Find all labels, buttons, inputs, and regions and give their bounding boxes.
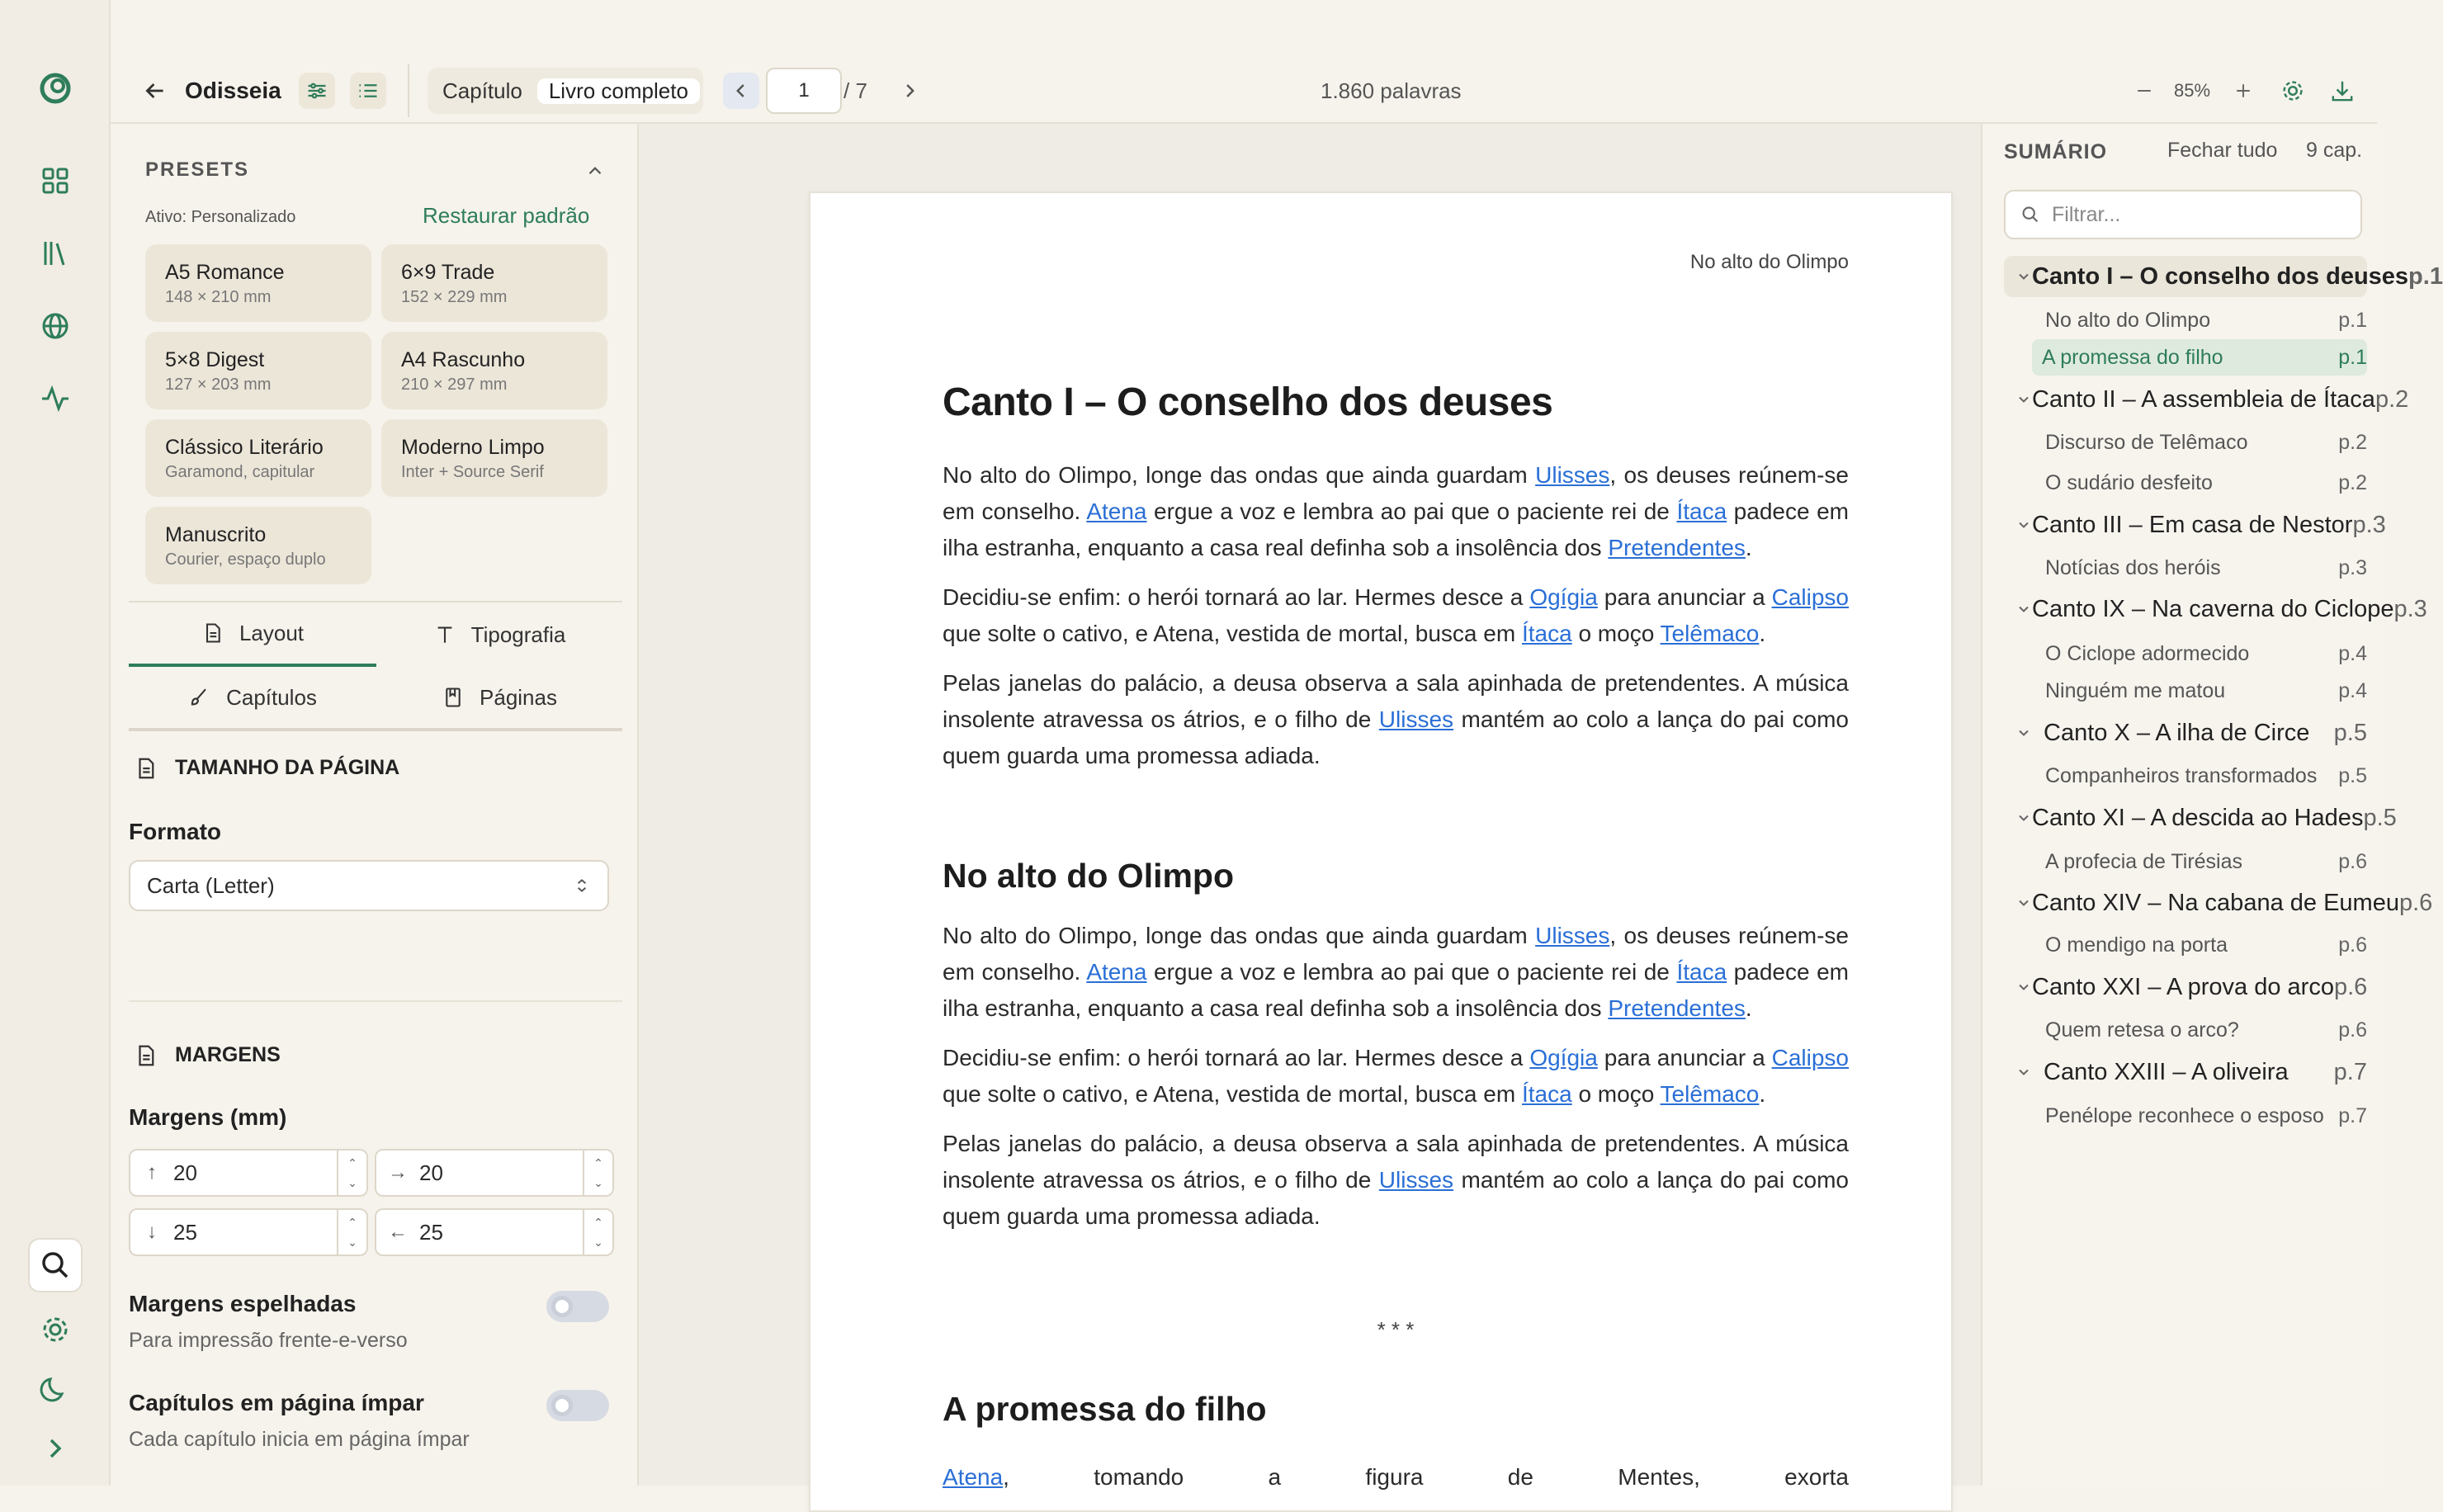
toc-section-item[interactable] [2004,927,2367,963]
toc-chapter-item[interactable] [2004,715,2367,751]
book-icon [442,686,465,709]
toc-item-page: p.3 [2338,555,2367,579]
toc-item-page: p.1 [2338,345,2367,369]
mirrored-margins-label: Margens espelhadas [129,1291,357,1316]
toc-item-title: No alto do Olimpo [2045,308,2211,332]
preset-card[interactable]: Clássico Literário Garamond, capitular [145,419,371,497]
toc-chapter-item[interactable] [2004,800,2397,836]
download-icon [2329,78,2356,104]
document-title: Odisseia [185,78,281,103]
back-button[interactable] [137,73,173,109]
prev-page-button[interactable] [723,73,759,109]
toc-item-title: Companheiros transformados [2045,763,2318,787]
sliders-icon [305,78,329,103]
chevron-down-icon[interactable] [2015,391,2032,408]
toc-item-page: p.6 [2338,1018,2367,1042]
search-button[interactable] [28,1238,83,1292]
preset-card[interactable]: A5 Romance 148 × 210 mm [145,244,371,322]
globe-icon[interactable] [36,307,74,345]
wiki-link[interactable]: Atena [943,1464,1004,1490]
toc-item-page: p.6 [2338,933,2367,957]
section-body [943,1459,1849,1509]
toc-item-page: p.2 [2338,470,2367,494]
top-toolbar [111,58,2377,124]
page-preview [809,191,1953,1512]
paragraph: No alto do Olimpo, longe das ondas que ainda guardam Ulisses, os deuses reúnem-se em conselho. Atena ergue a voz e lembra ao pai que o paciente rei de Ítaca padece em ilha estranha, enquanto a casa real definha sob a insolência dos Pretendentes. [943,462,1849,560]
toc-item-page: p.7 [2338,1103,2367,1127]
paragraph: Atena, tomando a figura de Mentes, exorta [943,1464,1849,1490]
view-mode-chapter[interactable]: Capítulo [442,78,522,103]
stepper[interactable]: ⌃ ⌄ [583,1151,612,1195]
brush-icon [188,686,211,709]
toc-chapter-item[interactable] [2004,591,2427,627]
chapter-body [943,457,1849,787]
wiki-link[interactable]: Pretendentes [1608,995,1746,1021]
wiki-link[interactable]: Pretendentes [1608,535,1746,560]
toc-item-page: p.2 [2374,385,2409,413]
odd-page-chapters-toggle[interactable] [546,1390,609,1421]
stepper[interactable]: ⌃ ⌄ [583,1210,612,1254]
toc-item-page: p.2 [2338,430,2367,454]
margins-heading: MARGENS [175,1043,281,1066]
toc-section-item[interactable] [2004,1098,2367,1134]
toolbar-divider [408,64,409,117]
toc-item-page: p.1 [2338,308,2367,332]
activity-icon[interactable] [36,380,74,418]
margin-bottom-input[interactable]: ↓ 25 ⌃ ⌄ [129,1208,368,1256]
search-icon [39,1249,72,1282]
toc-item-title: Canto X – A ilha de Circe [2044,719,2310,746]
zoom-level: 85% [2174,80,2211,101]
chevron-down-icon[interactable] [2015,725,2044,741]
toc-section-item[interactable] [2032,339,2367,376]
wiki-link[interactable]: Ogígia [1529,584,1598,610]
library-icon[interactable] [36,234,74,272]
margins-icon [134,1043,158,1072]
section-heading: A promessa do filho [943,1390,1267,1428]
chevron-down-icon[interactable] [2015,895,2032,911]
paragraph: No alto do Olimpo, longe das ondas que ainda guardam Ulisses, os deuses reúnem-se em conselho. Atena ergue a voz e lembra ao pai que o paciente rei de Ítaca padece em ilha estranha, enquanto a casa real definha sob a insolência dos Pretendentes. [943,923,1849,1021]
toc-item-page: p.4 [2338,641,2367,665]
settings-panel [111,124,639,1486]
toc-item-page: p.6 [2398,889,2433,916]
margin-left-input[interactable]: ← 25 ⌃ ⌄ [375,1208,614,1256]
wiki-link[interactable]: Ulisses [1535,462,1610,488]
toc-chapter-item[interactable] [2004,256,2443,297]
mirrored-margins-desc: Para impressão frente-e-verso [129,1329,408,1352]
toc-item-page: p.7 [2333,1058,2367,1085]
chevron-up-icon [584,160,606,182]
arrow-right-icon: → [388,1161,408,1184]
toc-item-title: Canto III – Em casa de Nestor [2032,511,2353,538]
mirrored-margins-toggle[interactable] [546,1291,609,1322]
wiki-link[interactable]: Ogígia [1529,1045,1598,1070]
toc-item-page: p.5 [2338,763,2367,787]
chevron-down-icon[interactable] [2015,268,2032,285]
toc-section-item[interactable] [2004,1012,2367,1048]
toc-item-page: p.3 [2352,511,2386,538]
toc-item-page: p.6 [2333,973,2368,1000]
chevron-right-icon[interactable] [36,1429,74,1467]
chapter-count: 9 cap. [2306,139,2363,162]
wiki-link[interactable]: Ulisses [1378,706,1454,732]
toc-item-title: O mendigo na porta [2045,933,2228,957]
wiki-link[interactable]: Ulisses [1535,923,1610,948]
margins-label: Margens (mm) [129,1104,287,1130]
wiki-link[interactable]: Atena [1086,959,1147,985]
preset-card[interactable]: Moderno Limpo Inter + Source Serif [381,419,607,497]
toc-section-item[interactable] [2004,758,2367,794]
format-select[interactable]: Carta (Letter) [129,860,609,911]
section-heading: No alto do Olimpo [943,857,1235,895]
tab-layout[interactable]: Layout [129,602,376,667]
toc-section-item[interactable] [2004,550,2367,586]
toc-chapter-item[interactable] [2004,507,2386,543]
word-count: 1.860 palavras [1321,78,1462,103]
chevron-down-icon[interactable] [2015,601,2032,617]
toc-heading: SUMÁRIO [2004,140,2108,163]
wiki-link[interactable]: Telêmaco [1660,1081,1760,1107]
odd-page-chapters-desc: Cada capítulo inicia em página ímpar [129,1428,470,1451]
chevron-down-icon[interactable] [2015,979,2032,995]
toc-item-title: Canto XXI – A prova do arco [2032,973,2334,1000]
toc-item-page: p.6 [2338,849,2367,873]
toc-item-page: p.5 [2363,804,2397,831]
toc-section-item[interactable] [2004,843,2367,880]
toc-item-title: Canto XIV – Na cabana de Eumeu [2032,889,2399,916]
stepper[interactable]: ⌃ ⌄ [337,1210,366,1254]
wiki-link[interactable]: Telêmaco [1660,621,1760,646]
margin-top-input[interactable]: ↑ 20 ⌃ ⌄ [129,1149,368,1197]
toc-section-item[interactable] [2004,636,2367,672]
presets-heading: PRESETS [145,158,250,181]
toc-item-title: A promessa do filho [2042,345,2223,369]
arrow-up-icon: ↑ [147,1161,157,1184]
toc-item-title: Discurso de Telêmaco [2045,430,2248,454]
toc-chapter-item[interactable] [2004,885,2433,921]
page-settings-button[interactable] [2276,74,2309,107]
page-number-input[interactable]: 1 [766,68,842,114]
toc-section-item[interactable] [2004,465,2367,501]
toc-chapter-item[interactable] [2004,1054,2367,1090]
stepper[interactable]: ⌃ ⌄ [337,1151,366,1195]
format-label: Formato [129,819,221,844]
chevron-left-icon [730,79,753,102]
toc-item-title: Canto II – A assembleia de Ítaca [2032,385,2375,413]
preset-card[interactable]: Manuscrito Courier, espaço duplo [145,507,371,584]
gear-icon[interactable] [36,1311,74,1349]
grid-icon[interactable] [36,162,74,200]
view-mode-full-book[interactable]: Livro completo [537,78,700,104]
active-preset-label: Ativo: Personalizado [145,208,296,226]
type-icon [433,623,456,646]
presets-collapse-button[interactable] [584,160,606,186]
chapter-heading: Canto I – O conselho dos deuses [943,380,1553,424]
toc-chapter-item[interactable] [2004,381,2409,418]
toc-item-title: Notícias dos heróis [2045,555,2221,579]
toc-filter-input[interactable] [2004,190,2362,239]
toc-section-item[interactable] [2004,673,2367,709]
view-mode-switch[interactable] [428,68,703,114]
toc-item-title: O Ciclope adormecido [2045,641,2250,665]
minus-icon [2133,80,2155,102]
section-body [943,918,1849,1248]
chevron-down-icon[interactable] [2015,1064,2044,1080]
chevron-right-icon [898,79,921,102]
toc-item-page: p.4 [2338,678,2367,702]
odd-page-chapters-label: Capítulos em página ímpar [129,1390,424,1415]
toc-item-page: p.3 [2393,595,2427,622]
tab-chapters[interactable]: Capítulos [129,667,376,731]
chevron-down-icon[interactable] [2015,810,2032,826]
icon-rail [0,0,111,1486]
toc-panel [1981,124,2443,1486]
wiki-link[interactable]: Atena [1086,498,1147,524]
toc-item-title: O sudário desfeito [2045,470,2213,494]
preset-card[interactable]: 5×8 Digest 127 × 203 mm [145,332,371,409]
export-button[interactable] [2326,74,2359,107]
back-arrow-icon [142,78,168,104]
tab-pages[interactable]: Páginas [376,667,622,731]
moon-icon[interactable] [36,1370,74,1408]
chevron-down-icon[interactable] [2015,517,2032,533]
outline-toggle-button[interactable] [350,73,386,109]
paragraph: Pelas janelas do palácio, a deusa observa a sala apinhada de pretendentes. A música insolente atravessa os átrios, e o filho de Ulisses mantém ao colo a lança do pai como quem guarda uma promessa adiada. [943,670,1849,768]
paragraph: Decidiu-se enfim: o herói tornará ao lar. Hermes desce a Ogígia para anunciar a Calipso que solte o cativo, e Atena, vestida de mortal, busca em Ítaca o moço Telêmaco. [943,1045,1849,1107]
paragraph: Decidiu-se enfim: o herói tornará ao lar. Hermes desce a Ogígia para anunciar a Calipso que solte o cativo, e Atena, vestida de mortal, busca em Ítaca o moço Telêmaco. [943,584,1849,646]
toc-section-item[interactable] [2004,424,2367,461]
page-total: / 7 [843,78,867,103]
zoom-in-button[interactable] [2228,76,2258,106]
arrow-left-icon: ← [388,1221,408,1243]
plus-icon [2233,80,2254,102]
paragraph: Pelas janelas do palácio, a deusa observa a sala apinhada de pretendentes. A música insolente atravessa os átrios, e o filho de Ulisses mantém ao colo a lança do pai como quem guarda uma promessa adiada. [943,1131,1849,1229]
wiki-link[interactable]: Ítaca [1676,959,1727,985]
running-header: No alto do Olimpo [1689,251,1849,273]
settings-sliders-button[interactable] [299,73,335,109]
toc-item-title: Quem retesa o arco? [2045,1018,2239,1042]
restore-defaults-link[interactable]: Restaurar padrão [423,203,590,228]
wiki-link[interactable]: Calipso [1771,584,1849,610]
divider [129,1000,622,1002]
toc-item-page: p.5 [2333,719,2367,746]
document-icon [134,1043,158,1068]
preset-card[interactable]: 6×9 Trade 152 × 229 mm [381,244,607,322]
toc-item-title: Canto XXIII – A oliveira [2044,1058,2289,1085]
select-arrows-icon [573,876,591,895]
next-page-button[interactable] [891,73,928,109]
page-size-icon [134,756,158,785]
toc-section-item[interactable] [2004,302,2367,338]
toc-chapter-item[interactable] [2004,969,2367,1005]
document-icon [201,621,224,645]
wiki-link[interactable]: Ítaca [1521,621,1572,646]
toc-item-title: Penélope reconhece o esposo [2045,1103,2324,1127]
document-icon [134,756,158,781]
preset-card[interactable]: A4 Rascunho 210 × 297 mm [381,332,607,409]
toc-item-title: Canto I – O conselho dos deuses [2032,262,2409,290]
toc-item-title: Canto XI – A descida ao Hades [2032,804,2364,831]
toc-item-title: A profecia de Tirésias [2045,849,2243,873]
wiki-link[interactable]: Ítaca [1521,1081,1572,1107]
toc-item-title: Canto IX – Na caverna do Ciclope [2032,595,2394,622]
search-icon [2020,205,2040,224]
tab-typography[interactable]: Tipografia [376,602,622,667]
wiki-link[interactable]: Ulisses [1378,1167,1454,1193]
wiki-link[interactable]: Calipso [1771,1045,1849,1070]
gear-icon [2280,78,2306,104]
toc-filter-placeholder: Filtrar... [2052,202,2121,226]
arrow-down-icon: ↓ [147,1221,157,1243]
margin-right-input[interactable]: → 20 ⌃ ⌄ [375,1149,614,1197]
preview-area [639,124,1981,1490]
scene-separator: * * * [1377,1317,1415,1342]
logo-icon[interactable] [36,69,74,107]
list-icon [356,78,380,103]
page-size-heading: TAMANHO DA PÁGINA [175,756,400,779]
zoom-out-button[interactable] [2129,76,2159,106]
toc-item-title: Ninguém me matou [2045,678,2226,702]
toc-item-page: p.1 [2408,262,2443,290]
wiki-link[interactable]: Ítaca [1676,498,1727,524]
collapse-all-button[interactable]: Fechar tudo [2167,139,2278,162]
